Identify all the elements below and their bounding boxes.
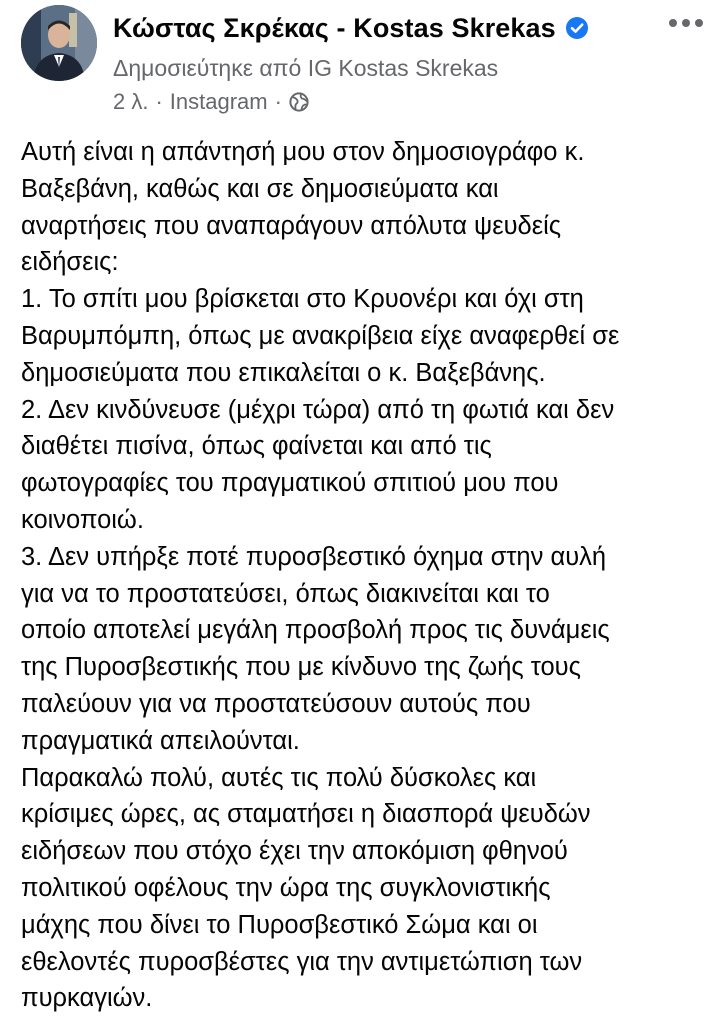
meta-separator: · xyxy=(155,89,163,114)
post-body-text xyxy=(21,134,711,1017)
published-via-text: Δημοσιεύτηκε από IG Kostas Skrekas xyxy=(113,55,499,81)
author-row xyxy=(113,10,589,46)
body-line: 1. Το σπίτι μου βρίσκεται στο Κρυονέρι και όχι στη xyxy=(21,285,584,314)
author-name[interactable]: Κώστας Σκρέκας - Kostas Skrekas xyxy=(113,12,556,43)
body-line: δημοσιεύματα που επικαλείται ο κ. Βαξεβάνης. xyxy=(21,358,546,387)
body-line: πυρκαγιών. xyxy=(21,984,153,1013)
post-meta xyxy=(113,88,309,116)
body-line: παλεύουν για να προστατεύσουν αυτούς που xyxy=(21,689,531,718)
avatar-image xyxy=(21,5,97,81)
post-timestamp[interactable]: 2 λ. xyxy=(113,89,149,114)
body-line: Βαρυμπόμπη, όπως με ανακρίβεια είχε αναφερθεί σε xyxy=(21,321,620,350)
more-options-icon xyxy=(668,18,704,28)
body-line: 2. Δεν κινδύνευσε (μέχρι τώρα) από τη φωτιά και δεν xyxy=(21,395,615,424)
body-line: Βαξεβάνη, καθώς και σε δημοσιεύματα και xyxy=(21,174,499,203)
body-line: κοινοποιώ. xyxy=(21,505,144,534)
body-line: Αυτή είναι η απάντησή μου στον δημοσιογράφο κ. xyxy=(21,138,585,166)
author-avatar[interactable] xyxy=(21,5,97,81)
body-line: φωτογραφίες του πραγματικού σπιτιού μου που xyxy=(21,469,559,498)
more-options-button[interactable] xyxy=(664,8,708,38)
body-line: ειδήσεων που στόχο έχει την αποκόμιση φθηνού xyxy=(21,837,568,866)
post-header xyxy=(0,0,721,118)
body-line: ειδήσεις: xyxy=(21,248,119,277)
post-source: Instagram xyxy=(169,89,268,114)
body-line: της Πυροσβεστικής που με κίνδυνο της ζωής τους xyxy=(21,653,581,682)
body-line: για να το προστατεύσει, όπως διακινείται και το xyxy=(21,579,550,608)
body-line: πραγματικά απειλούνται. xyxy=(21,726,300,755)
body-line: εθελοντές πυροσβέστες για την αντιμετώπιση των xyxy=(21,947,583,976)
body-line: αναρτήσεις που αναπαράγουν απόλυτα ψευδείς xyxy=(21,211,562,240)
body-line: διαθέτει πισίνα, όπως φαίνεται και από τις xyxy=(21,432,492,461)
meta-separator: · xyxy=(274,89,282,114)
body-line: μάχης που δίνει το Πυροσβεστικό Σώμα και οι xyxy=(21,910,538,939)
body-line: Παρακαλώ πολύ, αυτές τις πολύ δύσκολες και xyxy=(21,763,537,792)
verified-badge-icon xyxy=(565,16,589,40)
body-line: κρίσιμες ώρες, ας σταματήσει η διασπορά ψευδών xyxy=(21,800,591,829)
body-line: 3. Δεν υπήρξε ποτέ πυροσβεστικό όχημα στην αυλή xyxy=(21,542,607,571)
globe-icon[interactable] xyxy=(289,92,309,112)
body-line: πολιτικού οφέλους την ώρα της συγκλονιστικής xyxy=(21,873,551,902)
body-line: οποίο αποτελεί μεγάλη προσβολή προς τις δυνάμεις xyxy=(21,616,610,645)
